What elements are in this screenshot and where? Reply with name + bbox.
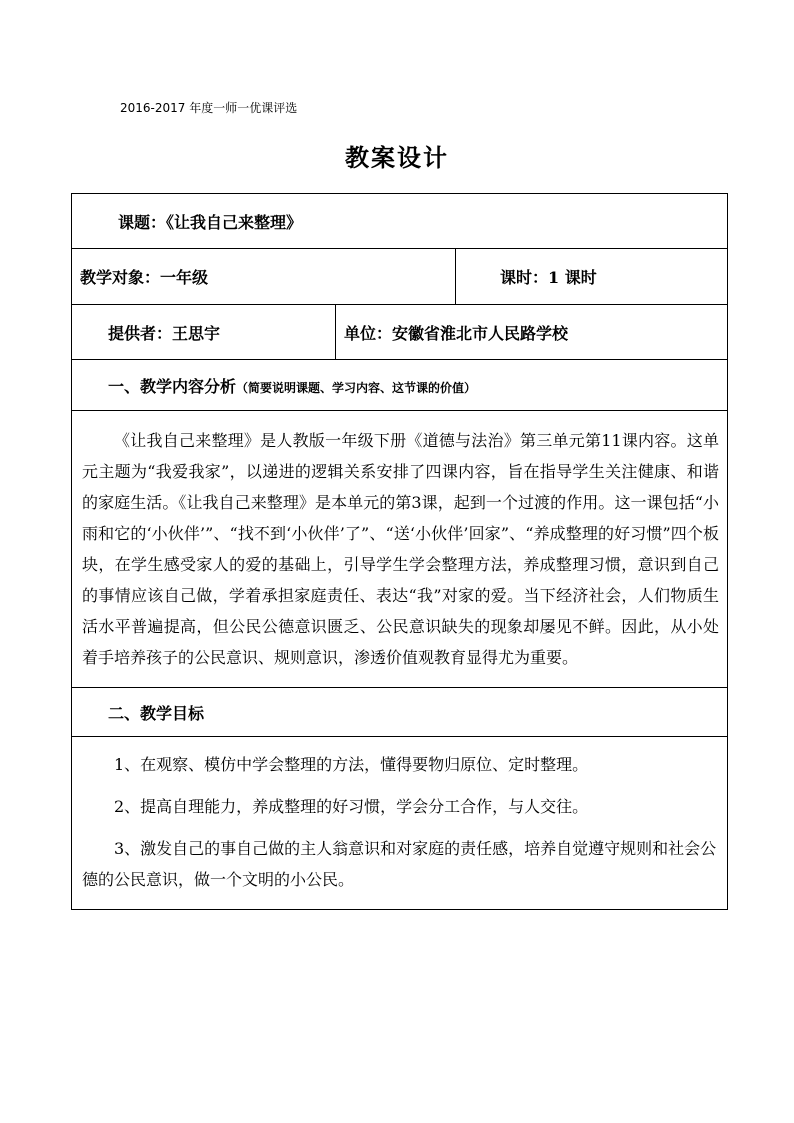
section2-body-cell xyxy=(72,737,728,910)
unit-cell xyxy=(336,305,728,360)
section1-body-row xyxy=(72,411,728,688)
topic-label: 课题： xyxy=(118,212,167,232)
target-value: 一年级 xyxy=(160,268,209,287)
goal-item: 2、提高自理能力，养成整理的好习惯，学会分工合作，与人交往。 xyxy=(114,797,589,816)
goal-item: 3、激发自己的事自己做的主人翁意识和对家庭的责任感，培养自觉遵守规则和社会公德的公民意识，做一个文明的小公民。 xyxy=(82,839,717,889)
unit-label: 单位： xyxy=(344,323,393,343)
provider-cell xyxy=(72,305,336,360)
provider-value: 王思宇 xyxy=(172,323,221,343)
provider-row xyxy=(72,305,728,360)
section1-body-cell xyxy=(72,411,728,688)
target-cell xyxy=(72,249,456,305)
section2-heading: 二、教学目标 xyxy=(108,703,205,723)
provider-label: 提供者： xyxy=(108,323,173,343)
section2-body-row xyxy=(72,737,728,910)
goal-item: 1、在观察、模仿中学会整理的方法，懂得要物归原位、定时整理。 xyxy=(114,755,589,774)
section1-heading-row xyxy=(72,360,728,411)
hours-cell xyxy=(456,249,728,305)
topic-value: 《让我自己来整理》 xyxy=(166,212,303,232)
section2-heading-cell xyxy=(72,688,728,737)
unit-value: 安徽省淮北市人民路学校 xyxy=(392,323,569,343)
topic-cell xyxy=(72,194,728,249)
header-note: 2016-2017 年度一师一优课评选 xyxy=(120,101,298,115)
hours-value: 1 课时 xyxy=(548,268,597,287)
target-row xyxy=(72,249,728,305)
hours-label: 课时： xyxy=(500,268,549,287)
section2-heading-row xyxy=(72,688,728,737)
section1-heading: 一、教学内容分析 xyxy=(108,376,237,396)
section1-note: （简要说明课题、学习内容、这节课的价值） xyxy=(236,380,477,395)
lesson-plan-table xyxy=(71,193,728,910)
topic-row xyxy=(72,194,728,249)
section1-body: 《让我自己来整理》是人教版一年级下册《道德与法治》第三单元第11课内容。这单元主题为“我爱我家”，以递进的逻辑关系安排了四课内容，旨在指导学生关注健康、和谐的家庭生活。《让我自己来整理》是本单元的第3课，起到一个过渡的作用。这一课包括“小雨和它的‘小伙伴’”、“找不到‘小伙伴’了”、“送‘小伙伴’回家”、“养成整理的好习惯”四个板块，在学生感受家人的爱的基础上，引导学生学会整理方法，养成整理习惯，意识到自己的事情应该自己做，学着承担家庭责任、表达“我”对家的爱。当下经济社会，人们物质生活水平普遍提高，但公民公德意识匮乏、公民意识缺失的现象却屡见不鲜。因此，从小处着手培养孩子的公民意识、规则意识，渗透价值观教育显得尤为重要。 xyxy=(82,431,720,667)
page-title: 教案设计 xyxy=(345,143,449,172)
section1-heading-cell xyxy=(72,360,728,411)
target-label: 教学对象： xyxy=(80,268,161,287)
